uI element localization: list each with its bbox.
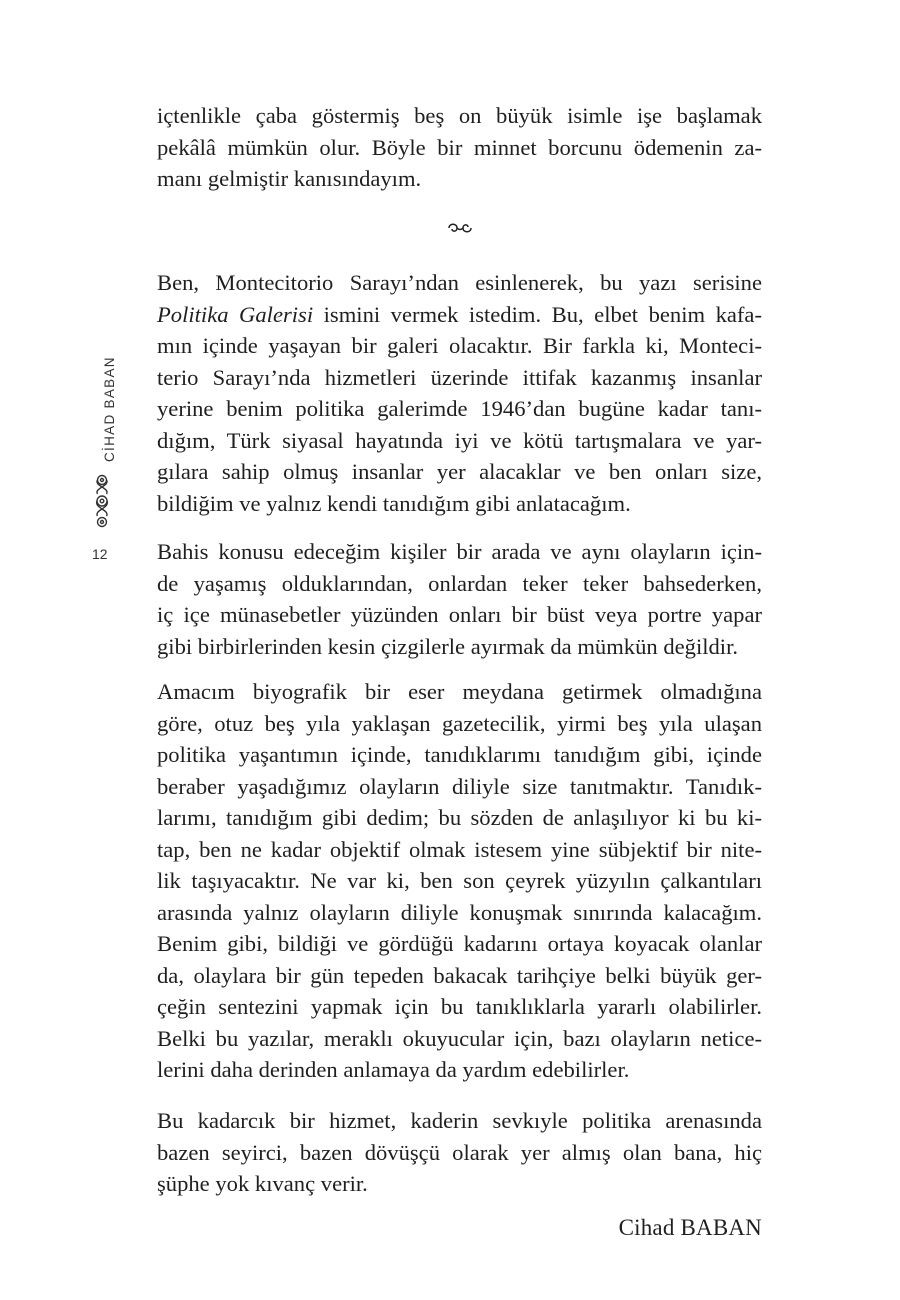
text-line: göre, otuz beş yıla yaklaşan gazetecilik, yirmi beş yıla ulaşan: [157, 710, 762, 736]
paragraph-4: [157, 1105, 762, 1200]
paragraph-3: [157, 676, 762, 1086]
text-line: terio Sarayı’nda hizmetleri üzerinde ittifak kazanmış insanlar: [157, 364, 762, 390]
text-line: pekâlâ mümkün olur. Böyle bir minnet borcunu ödemenin za-: [157, 134, 762, 160]
text-line: Belki bu yazılar, meraklı okuyucular için, bazı olayların netice-: [157, 1025, 762, 1051]
text-line: arasında yalnız olayların diliyle konuşmak sınırında kalacağım.: [157, 899, 762, 925]
text-line: şüphe yok kıvanç verir.: [157, 1171, 368, 1196]
text-line: Benim gibi, bildiği ve gördüğü kadarını ortaya koyacak olanlar: [157, 931, 762, 956]
text-line: içtenlikle çaba göstermiş beş on büyük isimle işe başlamak: [157, 103, 762, 128]
divider-ornament-icon: [445, 218, 475, 238]
text-line: lik taşıyacaktır. Ne var ki, ben son çeyrek yüzyılın çalkantıları: [157, 868, 762, 893]
text-line: Ben, Montecitorio Sarayı’ndan esinlenerek, bu yazı serisine: [157, 270, 762, 295]
running-head-author: CİHAD BABAN: [102, 356, 117, 462]
text-line: de yaşamış olduklarından, onlardan teker teker bahsederken,: [157, 570, 762, 596]
text-line: [157, 299, 762, 331]
text-line: lerini daha derinden anlamaya da yardım edebilirler.: [157, 1057, 630, 1082]
text-line: tap, ben ne kadar objektif olmak istesem yine sübjektif bir nite-: [157, 836, 762, 862]
text-line: iç içe münasebetler yüzünden onları bir büst veya portre yapar: [157, 602, 762, 627]
text-line: Bu kadarcık bir hizmet, kaderin sevkıyle politika arenasında: [157, 1108, 762, 1133]
paragraph-2: [157, 536, 762, 662]
text-line: yerine benim politika galerimde 1946’dan bugüne kadar tanı-: [157, 396, 762, 421]
text-line: mın içinde yaşayan bir galeri olacaktır. Bir farkla ki, Monteci-: [157, 333, 762, 358]
text-line: da, olaylara bir gün tepeden bakacak tarihçiye belki büyük ger-: [157, 962, 762, 988]
text-line: gibi birbirlerinden kesin çizgilerle ayırmak da mümkün değildir.: [157, 633, 739, 659]
page-number: 12: [92, 546, 108, 562]
text-line: çeğin sentezini yapmak için bu tanıklıklarla yararlı olabilirler.: [157, 994, 762, 1019]
text-line: dığım, Türk siyasal hayatında iyi ve kötü tartışmalara ve yar-: [157, 427, 762, 453]
text-line: manı gelmiştir kanısındayım.: [157, 166, 422, 191]
italic-title: Politika Galerisi: [157, 301, 314, 327]
text-line: Bahis konusu edeceğim kişiler bir arada ve aynı olayların için-: [157, 539, 762, 564]
author-signature: Cihad BABAN: [618, 1215, 762, 1240]
text-fragment: ismini vermek istedim. Bu, elbet benim kafa-: [313, 301, 762, 327]
text-line: bazen seyirci, bazen dövüşçü olarak yer almış olan bana, hiç: [157, 1139, 762, 1165]
intro-paragraph: [157, 100, 762, 195]
text-line: bildiğim ve yalnız kendi tanıdığım gibi anlatacağım.: [157, 490, 631, 516]
text-line: larımı, tanıdığım gibi dedim; bu sözden de anlaşılıyor ki bu ki-: [157, 805, 762, 830]
text-line: beraber yaşadığımız olayların diliyle size tanıtmaktır. Tanıdık-: [157, 773, 762, 799]
text-line: Amacım biyografik bir eser meydana getirmek olmadığına: [157, 679, 762, 704]
paragraph-1: [157, 267, 762, 519]
text-line: gılara sahip olmuş insanlar yer alacaklar ve ben onları size,: [157, 459, 762, 484]
scroll-ornament-icon: [88, 470, 116, 532]
text-line: politika yaşantımın içinde, tanıdıklarımı tanıdığım gibi, içinde: [157, 742, 762, 767]
